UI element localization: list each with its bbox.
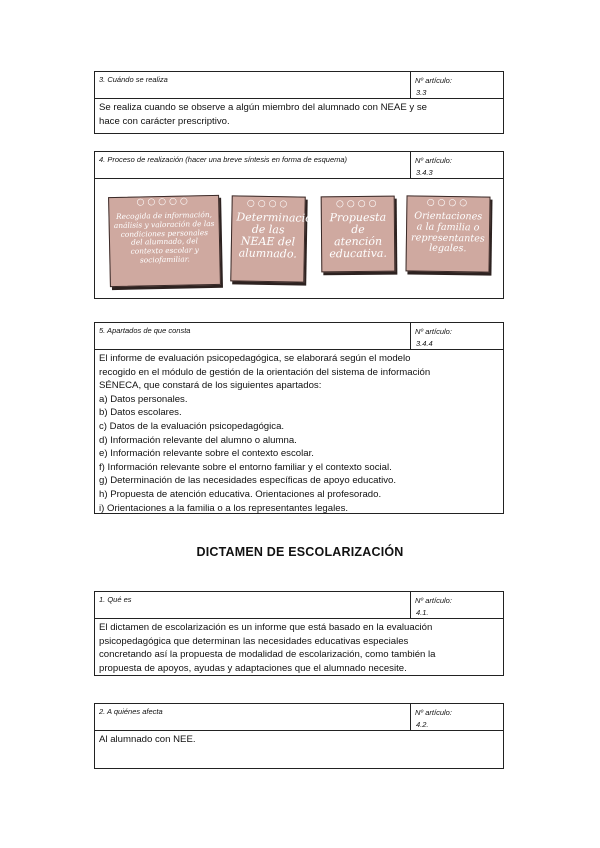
- section-header-row: [95, 323, 503, 350]
- section-body: [95, 99, 503, 131]
- article-number: 3.4.4: [416, 339, 433, 348]
- section-header-row: [95, 72, 503, 99]
- section-header-row: [95, 704, 503, 731]
- article-label: Nº artículo:: [415, 596, 452, 605]
- list-item: g) Determinación de las necesidades específicas de apoyo educativo.: [99, 475, 397, 487]
- article-cell: [411, 72, 503, 98]
- section-body: [95, 350, 503, 518]
- body-line: Al alumnado con NEE.: [99, 734, 196, 745]
- article-label: Nº artículo:: [415, 708, 452, 717]
- body-line: El dictamen de escolarización es un informe que está basado en la evaluación: [99, 622, 433, 633]
- article-number: 4.2.: [416, 720, 429, 729]
- body-line: psicopedagógica que determinan las necesidades educativas especiales: [99, 635, 409, 647]
- article-label: Nº artículo:: [415, 327, 452, 336]
- list-item: c) Datos de la evaluación psicopedagógica.: [99, 420, 285, 432]
- list-item: a) Datos personales.: [99, 393, 188, 405]
- binder-rings-icon: ○○○○○: [136, 196, 191, 208]
- list-item: b) Datos escolares.: [99, 407, 182, 419]
- list-item: e) Información relevante sobre el contexto escolar.: [99, 448, 314, 460]
- article-number: 3.4.3: [416, 168, 433, 177]
- body-line: hace con carácter prescriptivo.: [99, 115, 230, 127]
- section-header: 5. Apartados de que consta: [95, 323, 411, 349]
- article-label: Nº artículo:: [415, 156, 452, 165]
- process-note: ○○○○ Determinación de las NEAE del alumnado.: [230, 195, 305, 282]
- section-whom-table: [94, 703, 504, 769]
- body-line: propuesta de apoyos, ayudas y adaptaciones que el alumnado necesite.: [99, 662, 407, 674]
- section-header: 1. Qué es: [95, 592, 411, 618]
- list-item: d) Información relevante del alumno o alumna.: [99, 434, 297, 446]
- process-note: ○○○○ Orientaciones a la familia o representantes legales.: [405, 195, 490, 272]
- section-when-table: [94, 71, 504, 134]
- section-header: 3. Cuándo se realiza: [95, 72, 411, 98]
- article-cell: [411, 152, 503, 178]
- binder-rings-icon: ○○○○: [335, 198, 380, 210]
- article-cell: [411, 592, 503, 618]
- section-header: 4. Proceso de realización (hacer una breve síntesis en forma de esquema): [95, 152, 411, 178]
- body-line: El informe de evaluación psicopedagógica, se elaborará según el modelo: [99, 353, 411, 364]
- section-what-table: [94, 591, 504, 676]
- list-item: i) Orientaciones a la familia o a los representantes legales.: [99, 502, 349, 514]
- process-diagram: [95, 179, 503, 299]
- body-line: concretando así la propuesta de modalidad de escolarización, como también la: [99, 649, 436, 661]
- article-cell: [411, 323, 503, 349]
- article-label: Nº artículo:: [415, 76, 452, 85]
- process-note: ○○○○ Propuesta de atención educativa.: [321, 196, 396, 273]
- section-process-table: [94, 151, 504, 299]
- article-cell: [411, 704, 503, 730]
- body-line: recogido en el módulo de gestión de la orientación del sistema de información: [99, 366, 431, 378]
- list-item: h) Propuesta de atención educativa. Orientaciones al profesorado.: [99, 488, 382, 500]
- body-line: Se realiza cuando se observe a algún miembro del alumnado con NEAE y se: [99, 102, 427, 113]
- article-number: 4.1.: [416, 608, 429, 617]
- section-header-row: [95, 592, 503, 619]
- binder-rings-icon: ○○○○: [246, 198, 291, 210]
- page-title: DICTAMEN DE ESCOLARIZACIÓN: [196, 545, 404, 559]
- section-header-row: [95, 152, 503, 179]
- binder-rings-icon: ○○○○: [426, 197, 471, 209]
- list-item: f) Información relevante sobre el entorno familiar y el contexto social.: [99, 461, 392, 473]
- section-body: [95, 619, 503, 678]
- section-header: 2. A quiénes afecta: [95, 704, 411, 730]
- body-line: SÉNECA, que constará de los siguientes apartados:: [99, 380, 322, 392]
- process-note: ○○○○○ Recogida de información, análisis y valoración de las condiciones personales del alumnado, del contexto escolar y sociofamiliar.: [108, 195, 221, 287]
- article-number: 3.3: [416, 88, 427, 97]
- section-parts-table: [94, 322, 504, 514]
- section-body: [95, 731, 503, 750]
